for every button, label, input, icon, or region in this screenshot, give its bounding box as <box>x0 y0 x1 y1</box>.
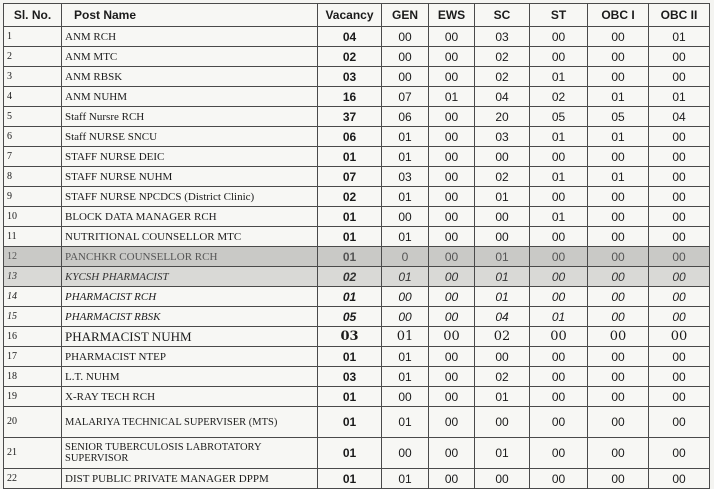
row-obc-2: 04 <box>649 107 710 127</box>
row-st: 05 <box>530 107 588 127</box>
row-sc: 01 <box>475 287 530 307</box>
header-row <box>4 4 710 27</box>
row-gen: 00 <box>382 67 429 87</box>
row-gen: 01 <box>382 147 429 167</box>
row-vacancy: 01 <box>318 247 382 267</box>
row-vacancy: 01 <box>318 227 382 247</box>
table-row <box>4 167 710 187</box>
row-vacancy: 02 <box>318 47 382 67</box>
row-ews: 00 <box>429 107 475 127</box>
row-obc-1: 05 <box>588 107 649 127</box>
row-gen: 00 <box>382 287 429 307</box>
row-post-name: DIST PUBLIC PRIVATE MANAGER DPPM <box>62 469 318 489</box>
table-row <box>4 327 710 347</box>
row-sc: 00 <box>475 147 530 167</box>
row-post-name: KYCSH PHARMACIST <box>62 267 318 287</box>
row-obc-1: 00 <box>588 327 649 347</box>
row-sl-no: 10 <box>4 207 62 227</box>
row-sl-no: 4 <box>4 87 62 107</box>
row-st: 01 <box>530 67 588 87</box>
row-st: 01 <box>530 167 588 187</box>
row-vacancy: 07 <box>318 167 382 187</box>
row-vacancy: 01 <box>318 287 382 307</box>
row-sc: 04 <box>475 307 530 327</box>
row-sl-no: 3 <box>4 67 62 87</box>
row-obc-2: 00 <box>649 207 710 227</box>
table-row <box>4 347 710 367</box>
row-post-name: STAFF NURSE NUHM <box>62 167 318 187</box>
header-sl-no: Sl. No. <box>4 4 62 27</box>
row-post-name: STAFF NURSE NPCDCS (District Clinic) <box>62 187 318 207</box>
row-st: 01 <box>530 127 588 147</box>
row-ews: 00 <box>429 167 475 187</box>
row-sc: 03 <box>475 127 530 147</box>
row-gen: 01 <box>382 187 429 207</box>
row-vacancy: 16 <box>318 87 382 107</box>
row-sl-no: 18 <box>4 367 62 387</box>
row-ews: 00 <box>429 127 475 147</box>
row-st: 00 <box>530 147 588 167</box>
row-gen: 00 <box>382 438 429 469</box>
row-gen: 07 <box>382 87 429 107</box>
header-ews: EWS <box>429 4 475 27</box>
row-post-name: L.T. NUHM <box>62 367 318 387</box>
row-st: 00 <box>530 27 588 47</box>
row-post-name: ANM NUHM <box>62 87 318 107</box>
row-st: 00 <box>530 227 588 247</box>
row-vacancy: 06 <box>318 127 382 147</box>
row-gen: 03 <box>382 167 429 187</box>
row-st: 00 <box>530 287 588 307</box>
row-ews: 00 <box>429 407 475 438</box>
header-obc-2: OBC II <box>649 4 710 27</box>
row-obc-1: 01 <box>588 167 649 187</box>
row-vacancy: 03 <box>318 67 382 87</box>
table-row <box>4 107 710 127</box>
table-row <box>4 247 710 267</box>
row-vacancy: 37 <box>318 107 382 127</box>
table-row <box>4 387 710 407</box>
row-st: 00 <box>530 47 588 67</box>
row-vacancy: 01 <box>318 438 382 469</box>
row-obc-2: 00 <box>649 327 710 347</box>
row-st: 00 <box>530 267 588 287</box>
row-obc-1: 00 <box>588 27 649 47</box>
row-obc-1: 00 <box>588 367 649 387</box>
row-ews: 00 <box>429 347 475 367</box>
table-body <box>4 27 710 489</box>
row-ews: 00 <box>429 469 475 489</box>
table-row <box>4 67 710 87</box>
row-obc-2: 00 <box>649 227 710 247</box>
row-sc: 01 <box>475 187 530 207</box>
row-gen: 00 <box>382 387 429 407</box>
row-gen: 00 <box>382 27 429 47</box>
row-obc-2: 00 <box>649 347 710 367</box>
row-st: 01 <box>530 207 588 227</box>
row-st: 01 <box>530 307 588 327</box>
table-row <box>4 127 710 147</box>
row-obc-2: 00 <box>649 367 710 387</box>
row-sl-no: 9 <box>4 187 62 207</box>
row-gen: 01 <box>382 227 429 247</box>
row-post-name: PHARMACIST RCH <box>62 287 318 307</box>
row-vacancy: 04 <box>318 27 382 47</box>
row-gen: 06 <box>382 107 429 127</box>
header-gen: GEN <box>382 4 429 27</box>
table-row <box>4 438 710 469</box>
row-sc: 00 <box>475 407 530 438</box>
row-st: 00 <box>530 469 588 489</box>
row-obc-1: 00 <box>588 438 649 469</box>
row-post-name: Staff Nursre RCH <box>62 107 318 127</box>
row-sc: 02 <box>475 47 530 67</box>
row-obc-1: 00 <box>588 387 649 407</box>
row-sl-no: 13 <box>4 267 62 287</box>
row-sc: 01 <box>475 267 530 287</box>
header-vacancy: Vacancy <box>318 4 382 27</box>
row-post-name: PHARMACIST RBSK <box>62 307 318 327</box>
row-sc: 00 <box>475 207 530 227</box>
row-obc-1: 00 <box>588 67 649 87</box>
row-obc-2: 00 <box>649 307 710 327</box>
row-sl-no: 1 <box>4 27 62 47</box>
row-ews: 01 <box>429 87 475 107</box>
row-obc-1: 00 <box>588 47 649 67</box>
row-obc-1: 00 <box>588 227 649 247</box>
row-sc: 03 <box>475 27 530 47</box>
row-sl-no: 14 <box>4 287 62 307</box>
row-obc-1: 00 <box>588 247 649 267</box>
row-sl-no: 2 <box>4 47 62 67</box>
vacancy-table <box>3 3 710 489</box>
row-ews: 00 <box>429 27 475 47</box>
row-gen: 0 <box>382 247 429 267</box>
table-row <box>4 267 710 287</box>
row-gen: 01 <box>382 327 429 347</box>
row-obc-2: 00 <box>649 47 710 67</box>
row-sl-no: 20 <box>4 407 62 438</box>
row-gen: 00 <box>382 207 429 227</box>
row-obc-1: 00 <box>588 347 649 367</box>
row-ews: 00 <box>429 247 475 267</box>
row-post-name: Staff NURSE SNCU <box>62 127 318 147</box>
row-obc-2: 00 <box>649 167 710 187</box>
row-obc-1: 00 <box>588 307 649 327</box>
row-sc: 02 <box>475 327 530 347</box>
row-sl-no: 7 <box>4 147 62 167</box>
row-obc-2: 00 <box>649 387 710 407</box>
table-row <box>4 147 710 167</box>
row-post-name: PHARMACIST NUHM <box>62 327 318 347</box>
row-obc-2: 01 <box>649 87 710 107</box>
row-sc: 00 <box>475 469 530 489</box>
row-obc-1: 00 <box>588 287 649 307</box>
header-obc-1: OBC I <box>588 4 649 27</box>
row-gen: 00 <box>382 307 429 327</box>
row-obc-2: 00 <box>649 247 710 267</box>
row-obc-1: 00 <box>588 187 649 207</box>
row-sl-no: 16 <box>4 327 62 347</box>
row-vacancy: 05 <box>318 307 382 327</box>
table-row <box>4 227 710 247</box>
header-st: ST <box>530 4 588 27</box>
row-obc-2: 00 <box>649 127 710 147</box>
row-vacancy: 03 <box>318 367 382 387</box>
row-obc-1: 01 <box>588 127 649 147</box>
row-ews: 00 <box>429 267 475 287</box>
row-ews: 00 <box>429 327 475 347</box>
row-sc: 01 <box>475 247 530 267</box>
row-sl-no: 6 <box>4 127 62 147</box>
row-gen: 01 <box>382 469 429 489</box>
row-vacancy: 01 <box>318 207 382 227</box>
row-post-name: X-RAY TECH RCH <box>62 387 318 407</box>
row-post-name: ANM RBSK <box>62 67 318 87</box>
row-obc-2: 00 <box>649 287 710 307</box>
row-obc-1: 00 <box>588 147 649 167</box>
row-sl-no: 22 <box>4 469 62 489</box>
row-obc-1: 00 <box>588 207 649 227</box>
row-st: 00 <box>530 347 588 367</box>
row-sl-no: 21 <box>4 438 62 469</box>
row-sc: 02 <box>475 67 530 87</box>
row-ews: 00 <box>429 438 475 469</box>
row-obc-2: 00 <box>649 407 710 438</box>
row-sc: 04 <box>475 87 530 107</box>
table-row <box>4 187 710 207</box>
row-sl-no: 19 <box>4 387 62 407</box>
table-row <box>4 287 710 307</box>
row-ews: 00 <box>429 47 475 67</box>
row-ews: 00 <box>429 287 475 307</box>
row-post-name: PHARMACIST NTEP <box>62 347 318 367</box>
table-row <box>4 87 710 107</box>
row-obc-1: 00 <box>588 469 649 489</box>
row-obc-2: 00 <box>649 469 710 489</box>
row-ews: 00 <box>429 307 475 327</box>
row-ews: 00 <box>429 147 475 167</box>
row-st: 00 <box>530 247 588 267</box>
row-ews: 00 <box>429 207 475 227</box>
row-sl-no: 8 <box>4 167 62 187</box>
row-obc-1: 00 <box>588 267 649 287</box>
row-ews: 00 <box>429 187 475 207</box>
row-st: 00 <box>530 187 588 207</box>
row-post-name: BLOCK DATA MANAGER RCH <box>62 207 318 227</box>
header-sc: SC <box>475 4 530 27</box>
row-post-name: ANM RCH <box>62 27 318 47</box>
row-ews: 00 <box>429 67 475 87</box>
row-ews: 00 <box>429 227 475 247</box>
row-vacancy: 01 <box>318 387 382 407</box>
row-sl-no: 12 <box>4 247 62 267</box>
row-post-name: MALARIYA TECHNICAL SUPERVISER (MTS) <box>62 407 318 438</box>
row-vacancy: 02 <box>318 267 382 287</box>
table-row <box>4 407 710 438</box>
row-vacancy: 01 <box>318 469 382 489</box>
row-sc: 02 <box>475 367 530 387</box>
row-vacancy: 01 <box>318 407 382 438</box>
row-obc-2: 01 <box>649 27 710 47</box>
row-obc-2: 00 <box>649 67 710 87</box>
row-post-name: SENIOR TUBERCULOSIS LABROTATORY SUPERVISOR <box>62 438 318 469</box>
row-st: 00 <box>530 387 588 407</box>
row-st: 00 <box>530 327 588 347</box>
row-vacancy: 01 <box>318 347 382 367</box>
row-gen: 00 <box>382 47 429 67</box>
row-sl-no: 11 <box>4 227 62 247</box>
row-sc: 00 <box>475 227 530 247</box>
row-post-name: PANCHKR COUNSELLOR RCH <box>62 247 318 267</box>
row-vacancy: 02 <box>318 187 382 207</box>
row-obc-2: 00 <box>649 147 710 167</box>
row-sl-no: 17 <box>4 347 62 367</box>
row-ews: 00 <box>429 367 475 387</box>
row-sc: 00 <box>475 347 530 367</box>
table-row <box>4 207 710 227</box>
table-row <box>4 27 710 47</box>
row-sc: 01 <box>475 387 530 407</box>
row-st: 00 <box>530 367 588 387</box>
row-obc-1: 00 <box>588 407 649 438</box>
row-sc: 20 <box>475 107 530 127</box>
table-row <box>4 469 710 489</box>
row-gen: 01 <box>382 127 429 147</box>
table-row <box>4 47 710 67</box>
row-sl-no: 15 <box>4 307 62 327</box>
row-sl-no: 5 <box>4 107 62 127</box>
row-vacancy: 01 <box>318 147 382 167</box>
table-row <box>4 367 710 387</box>
row-post-name: ANM MTC <box>62 47 318 67</box>
row-gen: 01 <box>382 407 429 438</box>
table-row <box>4 307 710 327</box>
row-sc: 01 <box>475 438 530 469</box>
row-gen: 01 <box>382 347 429 367</box>
row-obc-2: 00 <box>649 267 710 287</box>
row-ews: 00 <box>429 387 475 407</box>
row-obc-2: 00 <box>649 187 710 207</box>
row-st: 02 <box>530 87 588 107</box>
row-vacancy: 03 <box>318 327 382 347</box>
row-obc-2: 00 <box>649 438 710 469</box>
row-sc: 02 <box>475 167 530 187</box>
row-obc-1: 01 <box>588 87 649 107</box>
row-st: 00 <box>530 407 588 438</box>
row-st: 00 <box>530 438 588 469</box>
row-post-name: NUTRITIONAL COUNSELLOR MTC <box>62 227 318 247</box>
row-gen: 01 <box>382 267 429 287</box>
row-post-name: STAFF NURSE DEIC <box>62 147 318 167</box>
row-gen: 01 <box>382 367 429 387</box>
header-post-name: Post Name <box>62 4 318 27</box>
